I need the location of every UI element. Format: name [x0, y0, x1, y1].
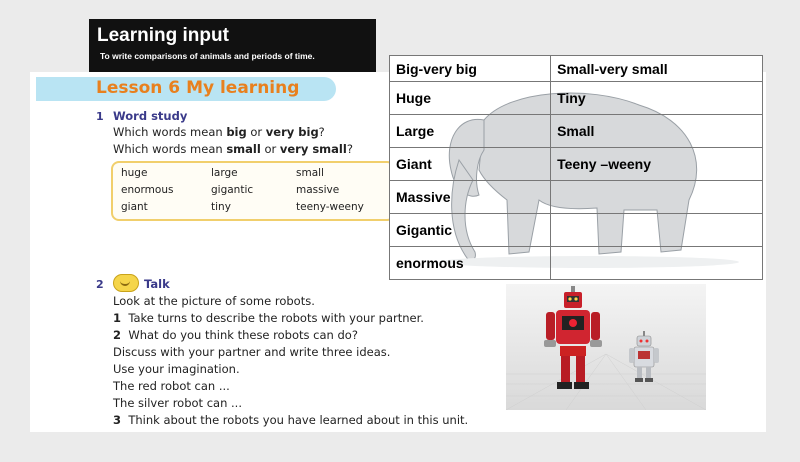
table-cell: Teeny –weeny [551, 148, 763, 181]
word-item: huge [121, 167, 148, 179]
word-item: small [296, 167, 324, 179]
table-cell: Tiny [551, 82, 763, 115]
talk-line: Use your imagination. [113, 362, 240, 376]
word-item: massive [296, 184, 340, 196]
talk-line-numbered: 1 Take turns to describe the robots with your partner. [113, 311, 424, 325]
talk-line: The red robot can ... [113, 379, 230, 393]
section1-title: Word study [113, 109, 188, 123]
word-box [111, 161, 395, 221]
table-cell: Small [551, 115, 763, 148]
table-cell: Large [390, 115, 551, 148]
table-cell [551, 247, 763, 280]
talk-line: The silver robot can ... [113, 396, 242, 410]
talk-line: Look at the picture of some robots. [113, 294, 315, 308]
header-box [89, 19, 376, 72]
talk-line-numbered: 3 Think about the robots you have learned about in this unit. [113, 413, 469, 427]
table-cell: Massive [390, 181, 551, 214]
word-item: giant [121, 201, 148, 213]
lesson-heading [96, 78, 299, 98]
vocab-table [389, 55, 763, 280]
talk-line-numbered: 2 What do you think these robots can do? [113, 328, 358, 342]
table-cell: Gigantic [390, 214, 551, 247]
column-header: Small-very small [551, 56, 763, 82]
table-cell: enormous [390, 247, 551, 280]
word-item: tiny [211, 201, 231, 213]
header-title: Learning input [97, 25, 229, 46]
table-cell [551, 181, 763, 214]
lesson-title: My learning [186, 78, 300, 98]
section2-title: Talk [144, 277, 170, 291]
column-header: Big-very big [390, 56, 551, 82]
robots-image [506, 284, 706, 410]
lesson-label: Lesson 6 [96, 78, 181, 98]
lesson-banner [36, 77, 336, 101]
header-subtitle: To write comparisons of animals and periods of time. [100, 51, 315, 61]
table-row [390, 214, 763, 247]
word-item: large [211, 167, 238, 179]
table-row [390, 181, 763, 214]
table-row [390, 115, 763, 148]
word-item: enormous [121, 184, 174, 196]
table-cell [551, 214, 763, 247]
word-item: gigantic [211, 184, 254, 196]
table-row [390, 247, 763, 280]
talk-line: Discuss with your partner and write three ideas. [113, 345, 391, 359]
table-row [390, 148, 763, 181]
table-cell: Huge [390, 82, 551, 115]
word-item: teeny-weeny [296, 201, 364, 213]
talk-icon [113, 274, 139, 292]
table-row [390, 82, 763, 115]
section2-number: 2 [96, 278, 104, 291]
table-header-row [390, 56, 763, 82]
vocab-table-panel [389, 55, 763, 273]
question-small: Which words mean small or very small? [113, 142, 353, 156]
question-big: Which words mean big or very big? [113, 125, 325, 139]
section1-number: 1 [96, 110, 104, 123]
table-cell: Giant [390, 148, 551, 181]
